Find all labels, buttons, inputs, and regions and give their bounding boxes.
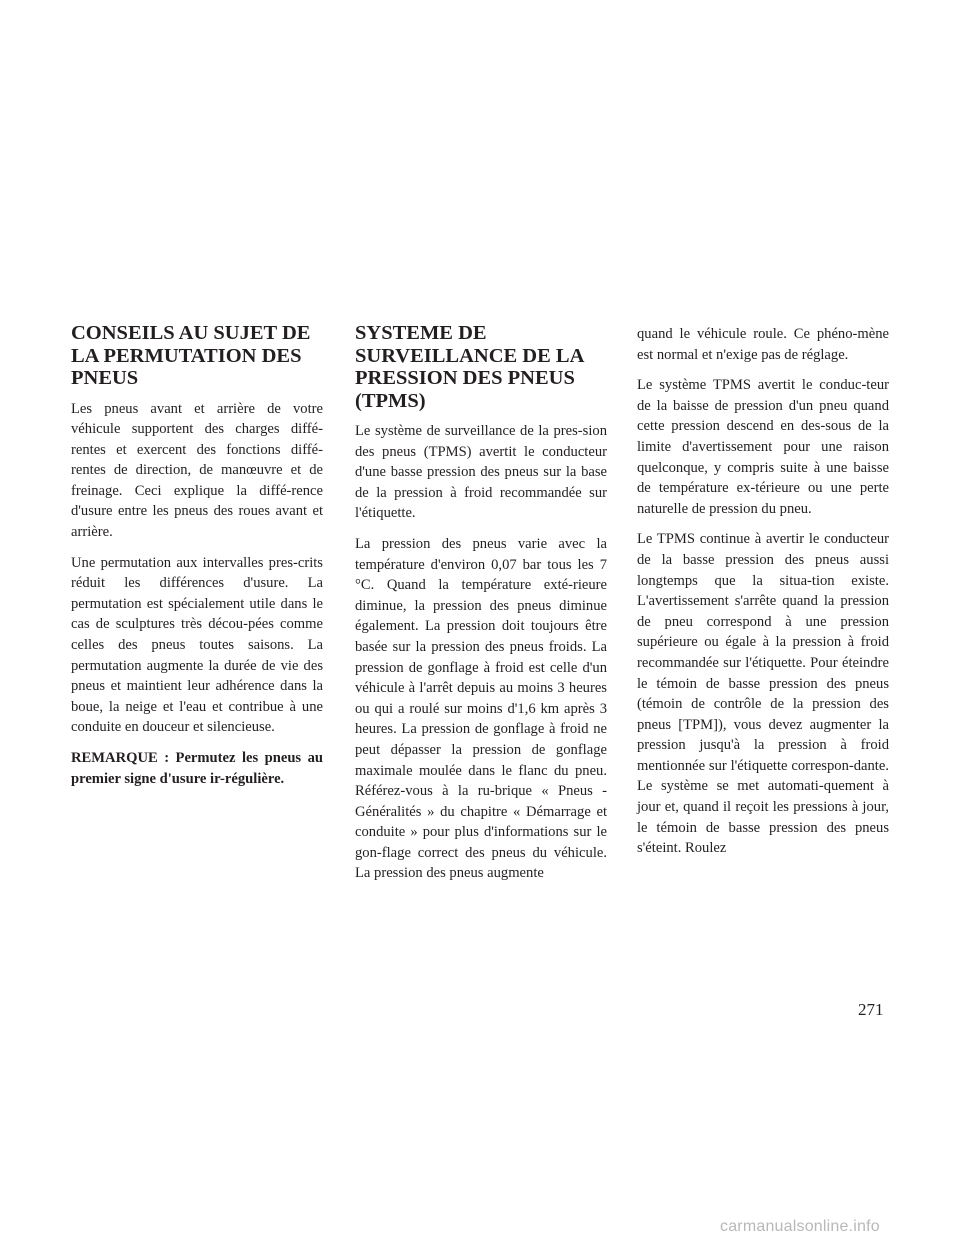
paragraph: Le TPMS continue à avertir le conducteur de la basse pression des pneus aussi longtemps que la situa-tion existe. L'avertissement s'arrête quand la pression de pneu correspond à une pression supérieure ou égale à la pression à froid recommandée sur l'étiquette. Pour éteindre le témoin de basse pression des pneus (témoin de contrôle de la pression des pneus [TPM]), vous devez augmenter la pression jusqu'à la pression à froid mentionnée sur l'étiquette correspon-dante. Le système se met automati-quement à jour et, quand il reçoit les pressions à jour, le témoin de basse pression des pneus s'éteint. Roulez bbox=[637, 531, 889, 857]
section-heading-tire-rotation: CONSEILS AU SUJET DE LA PERMUTATION DES PNEUS bbox=[71, 322, 311, 389]
middle-column bbox=[355, 322, 607, 894]
section-heading-tpms: SYSTEME DE SURVEILLANCE DE LA PRESSION DES PNEUS (TPMS) bbox=[355, 322, 584, 412]
watermark: carmanualsonline.info bbox=[720, 1218, 880, 1235]
page-number: 271 bbox=[858, 1000, 884, 1019]
left-column bbox=[71, 322, 323, 799]
paragraph: Les pneus avant et arrière de votre véhicule supportent des charges diffé-rentes et exercent des fonctions diffé-rentes de direction, de manœuvre et de freinage. Ceci explique la diffé-rence d'usure entre les pneus des roues avant et arrière. bbox=[71, 400, 323, 541]
note-paragraph: REMARQUE : Permutez les pneus au premier signe d'usure ir-régulière. bbox=[71, 750, 323, 787]
paragraph: Le système TPMS avertit le conduc-teur de la baisse de pression d'un pneu quand cette pression descend en des-sous de la limite d'avertissement pour une raison quelconque, y compris suite à une baisse de température ex-térieure ou une perte naturelle de pression du pneu. bbox=[637, 377, 889, 517]
right-column bbox=[637, 324, 889, 869]
paragraph: Le système de surveillance de la pres-sion des pneus (TPMS) avertit le conducteur d'une basse pression des pneus sur la base de la pression à froid recommandée sur l'étiquette. bbox=[355, 423, 607, 522]
paragraph: quand le véhicule roule. Ce phéno-mène est normal et n'exige pas de réglage. bbox=[637, 326, 889, 363]
paragraph: La pression des pneus varie avec la température d'environ 0,07 bar tous les 7 °C. Quand la température exté-rieure diminue, la pression des pneus diminue également. La pression doit toujours être basée sur la pression des pneus froids. La pression de gonflage à froid est celle d'un véhicule à l'arrêt depuis au moins 3 heures ou qui a roulé sur moins d'1,6 km après 3 heures. La pression de gonflage à froid ne peut dépasser la pression de gonflage maximale moulée dans le flanc du pneu. Référez-vous à la ru-brique « Pneus - Généralités » du chapitre « Démarrage et conduite » pour plus d'informations sur le gon-flage correct des pneus du véhicule. La pression des pneus augmente bbox=[355, 535, 607, 882]
paragraph: Une permutation aux intervalles pres-crits réduit les différences d'usure. La permutation est spécialement utile dans le cas de sculptures très décou-pées comme celles des pneus toutes saisons. La permutation augmente la durée de vie des pneus et maintient leur adhérence dans la boue, la neige et l'eau et contribue à une conduite en douceur et silencieuse. bbox=[71, 554, 323, 736]
